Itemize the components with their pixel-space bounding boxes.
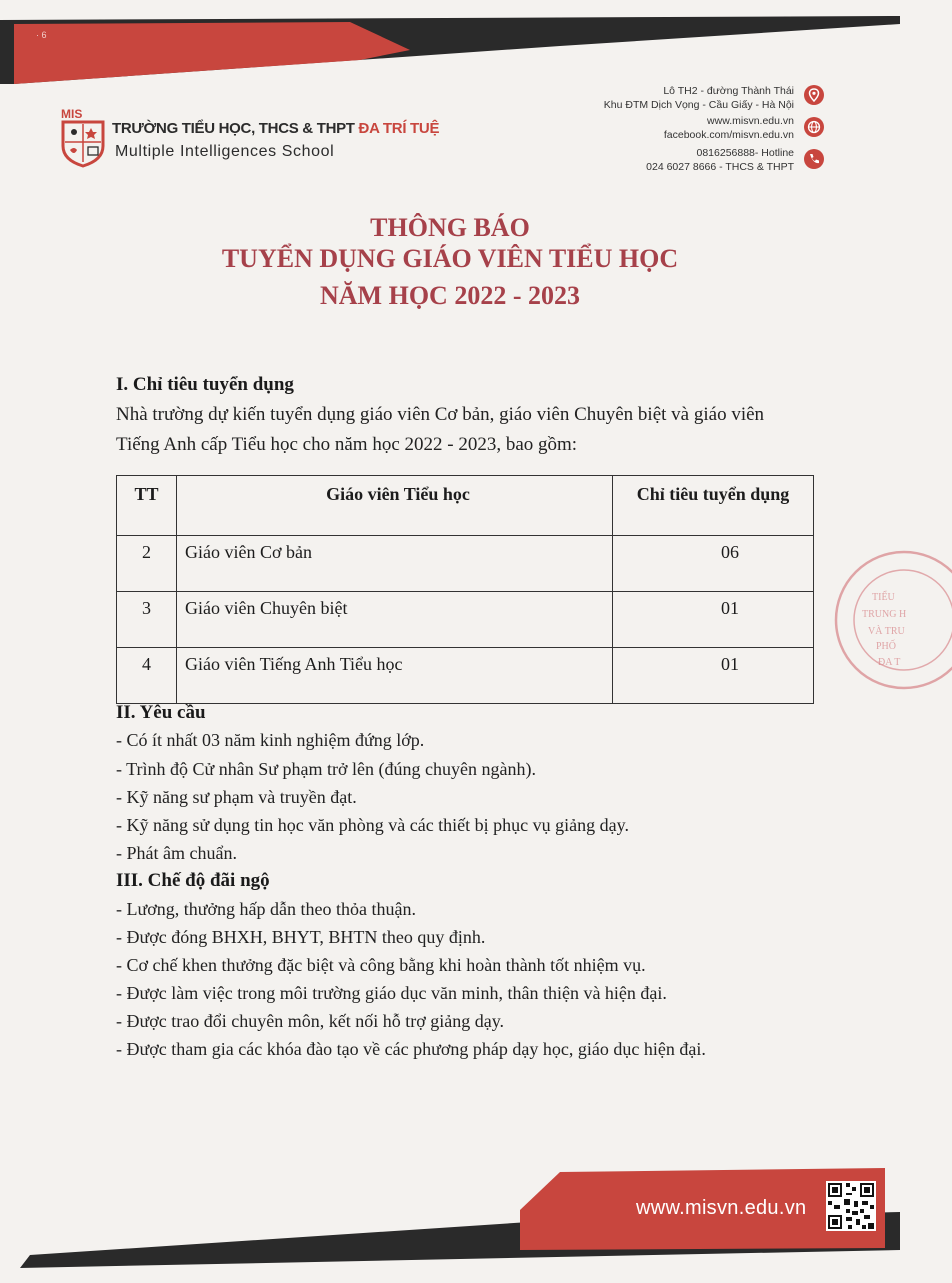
svg-text:PHỐ: PHỐ <box>876 641 897 652</box>
list-item: - Được tham gia các khóa đào tạo về các phương pháp dạy học, giáo dục hiện đại. <box>116 1039 706 1059</box>
svg-text:VÀ TRU: VÀ TRU <box>868 626 905 637</box>
table-cell-quota: 06 <box>613 536 814 592</box>
table-row <box>117 592 814 648</box>
school-name: TRƯỜNG TIỂU HỌC, THCS & THPT ĐA TRÍ TUỆ <box>112 120 440 137</box>
table-row <box>117 648 814 704</box>
table-header-row <box>117 476 814 536</box>
recruitment-table <box>116 475 814 704</box>
title-line-2: TUYỂN DỤNG GIÁO VIÊN TIỂU HỌC <box>221 244 679 273</box>
phone-icon <box>804 149 824 169</box>
official-stamp <box>832 545 952 695</box>
school-name-accent: ĐA TRÍ TUỆ <box>358 120 440 137</box>
top-banner <box>0 0 900 90</box>
location-icon <box>804 85 824 105</box>
table-cell-quota: 01 <box>613 648 814 704</box>
table-header-cell: TT <box>117 476 177 536</box>
globe-icon <box>804 117 824 137</box>
table-cell-quota: 01 <box>613 592 814 648</box>
table-header-cell: Chỉ tiêu tuyển dụng <box>613 476 814 536</box>
logo-text: MIS <box>61 107 83 121</box>
table-cell-tt: 3 <box>117 592 177 648</box>
title-line-1: THÔNG BÁO <box>370 213 530 242</box>
list-item: - Kỹ năng sử dụng tin học văn phòng và các thiết bị phục vụ giảng dạy. <box>116 815 629 835</box>
qr-code-icon[interactable] <box>826 1181 876 1231</box>
list-item: - Có ít nhất 03 năm kinh nghiệm đứng lớp. <box>116 730 425 750</box>
title-line-3: NĂM HỌC 2022 - 2023 <box>320 281 580 310</box>
contact-address: Lô TH2 - đường Thành Thái Khu ĐTM Dịch Vọng - Cầu Giấy - Hà Nội <box>603 85 794 111</box>
list-item: - Cơ chế khen thưởng đặc biệt và công bằng khi hoàn thành tốt nhiệm vụ. <box>116 955 646 975</box>
school-name-english: Multiple Intelligences School <box>115 143 335 160</box>
school-logo <box>60 106 106 168</box>
table-cell-tt: 2 <box>117 536 177 592</box>
table-header-cell: Giáo viên Tiểu học <box>177 476 613 536</box>
section-1-intro-line-2: Tiếng Anh cấp Tiểu học cho năm học 2022 - 2023, bao gồm: <box>116 434 578 455</box>
section-2-heading: II. Yêu cầu <box>116 702 206 723</box>
table-cell-position: Giáo viên Chuyên biệt <box>177 592 613 648</box>
list-item: - Lương, thưởng hấp dẫn theo thỏa thuận. <box>116 899 416 919</box>
list-item: - Được làm việc trong môi trường giáo dục văn minh, thân thiện và hiện đại. <box>116 983 667 1003</box>
svg-text:· 6: · 6 <box>36 30 47 40</box>
footer-website[interactable]: www.misvn.edu.vn <box>636 1197 807 1219</box>
list-item: - Phát âm chuẩn. <box>116 843 237 863</box>
list-item: - Được trao đổi chuyên môn, kết nối hỗ trợ giảng dạy. <box>116 1011 505 1031</box>
table-cell-tt: 4 <box>117 648 177 704</box>
svg-text:TRUNG H: TRUNG H <box>862 609 907 620</box>
section-1-heading: I. Chỉ tiêu tuyển dụng <box>116 374 294 395</box>
table-row <box>117 536 814 592</box>
section-3-heading: III. Chế độ đãi ngộ <box>116 870 270 891</box>
contact-web: www.misvn.edu.vn facebook.com/misvn.edu.vn <box>663 115 794 141</box>
list-item: - Được đóng BHXH, BHYT, BHTN theo quy định. <box>116 927 486 947</box>
list-item: - Trình độ Cử nhân Sư phạm trở lên (đúng chuyên ngành). <box>116 759 536 779</box>
table-cell-position: Giáo viên Cơ bản <box>177 536 613 592</box>
table-cell-position: Giáo viên Tiếng Anh Tiểu học <box>177 648 613 704</box>
list-item: - Kỹ năng sư phạm và truyền đạt. <box>116 787 357 807</box>
svg-text:ĐA T: ĐA T <box>878 657 901 668</box>
section-1-intro-line-1: Nhà trường dự kiến tuyển dụng giáo viên Cơ bản, giáo viên Chuyên biệt và giáo viên <box>116 404 765 425</box>
svg-text:TIỂU: TIỂU <box>872 592 895 603</box>
contact-phone: 0816256888- Hotline 024 6027 8666 - THCS & THPT <box>646 147 794 173</box>
